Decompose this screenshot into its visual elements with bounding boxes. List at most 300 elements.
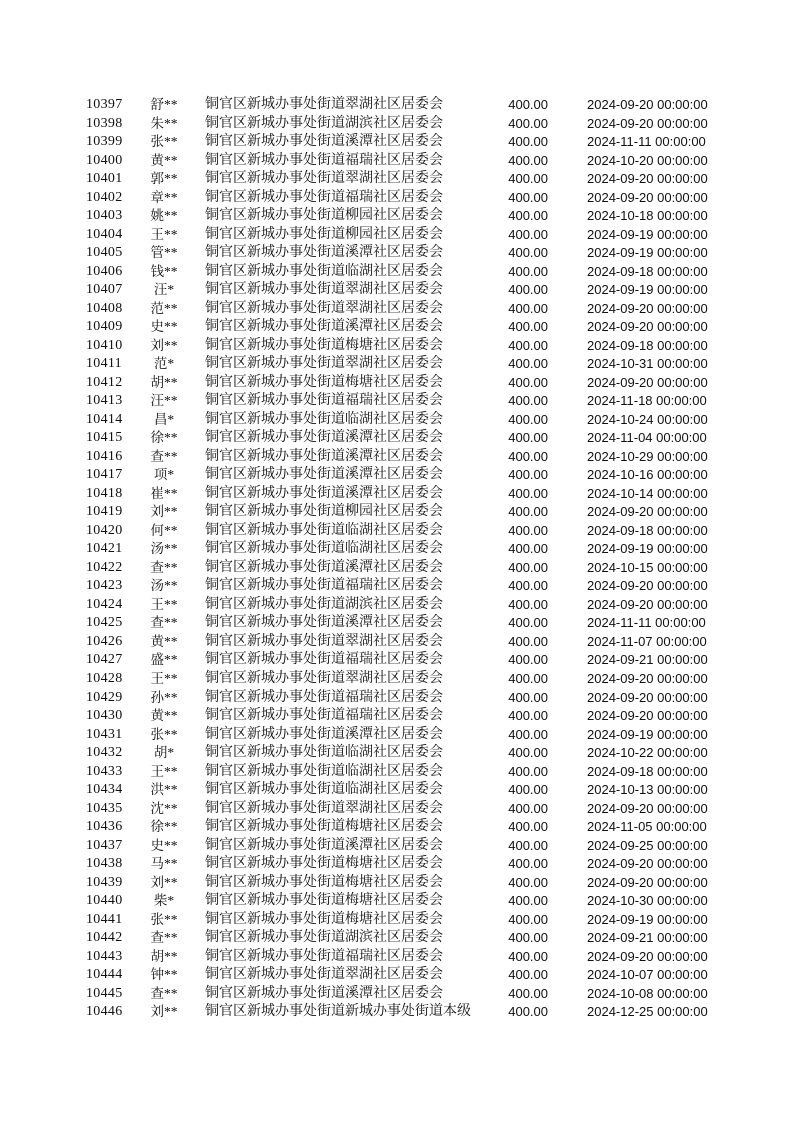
- record-id-cell: 10412: [86, 374, 123, 390]
- amount-cell: 400.00: [508, 208, 548, 224]
- organization-cell: 铜官区新城办事处街道柳园社区居委会: [205, 226, 443, 242]
- table-row: [0, 651, 793, 670]
- payment-time-cell: 2024-09-25 00:00:00: [587, 837, 708, 853]
- masked-name-cell: 汤**: [150, 578, 178, 594]
- amount-cell: 400.00: [508, 282, 548, 298]
- payment-time-cell: 2024-09-18 00:00:00: [587, 337, 708, 353]
- amount-cell: 400.00: [508, 263, 548, 279]
- record-id-cell: 10417: [86, 467, 123, 483]
- record-id-cell: 10432: [86, 745, 123, 761]
- table-row: [0, 855, 793, 874]
- amount-cell: 400.00: [508, 689, 548, 705]
- record-id-cell: 10428: [86, 670, 123, 686]
- record-id-cell: 10425: [86, 615, 123, 631]
- organization-cell: 铜官区新城办事处街道翠湖社区居委会: [205, 670, 443, 686]
- amount-cell: 400.00: [508, 874, 548, 890]
- table-row: [0, 911, 793, 930]
- masked-name-cell: 汤**: [150, 541, 178, 557]
- record-id-cell: 10411: [86, 356, 122, 372]
- table-row: [0, 596, 793, 615]
- record-id-cell: 10403: [86, 208, 123, 224]
- record-id-cell: 10440: [86, 893, 123, 909]
- amount-cell: 400.00: [508, 152, 548, 168]
- payment-time-cell: 2024-11-07 00:00:00: [587, 633, 707, 649]
- organization-cell: 铜官区新城办事处街道福瑞社区居委会: [205, 948, 443, 964]
- table-row: [0, 614, 793, 633]
- amount-cell: 400.00: [508, 522, 548, 538]
- table-row: [0, 189, 793, 208]
- table-row: [0, 689, 793, 708]
- payment-time-cell: 2024-09-19 00:00:00: [587, 726, 708, 742]
- record-id-cell: 10413: [86, 393, 123, 409]
- masked-name-cell: 昌*: [153, 411, 175, 427]
- record-id-cell: 10406: [86, 263, 123, 279]
- organization-cell: 铜官区新城办事处街道福瑞社区居委会: [205, 393, 443, 409]
- payment-time-cell: 2024-10-31 00:00:00: [587, 356, 708, 372]
- organization-cell: 铜官区新城办事处街道翠湖社区居委会: [205, 171, 443, 187]
- table-row: [0, 892, 793, 911]
- payment-time-cell: 2024-10-20 00:00:00: [587, 152, 708, 168]
- masked-name-cell: 查**: [150, 448, 178, 464]
- amount-cell: 400.00: [508, 430, 548, 446]
- table-row: [0, 948, 793, 967]
- payment-time-cell: 2024-10-16 00:00:00: [587, 467, 708, 483]
- organization-cell: 铜官区新城办事处街道溪潭社区居委会: [205, 319, 443, 335]
- table-row: [0, 318, 793, 337]
- table-row: [0, 429, 793, 448]
- record-id-cell: 10422: [86, 559, 123, 575]
- payment-time-cell: 2024-09-18 00:00:00: [587, 763, 708, 779]
- masked-name-cell: 项*: [153, 467, 175, 483]
- organization-cell: 铜官区新城办事处街道溪潭社区居委会: [205, 726, 443, 742]
- masked-name-cell: 盛**: [150, 652, 178, 668]
- masked-name-cell: 马**: [150, 856, 178, 872]
- organization-cell: 铜官区新城办事处街道溪潭社区居委会: [205, 467, 443, 483]
- amount-cell: 400.00: [508, 985, 548, 1001]
- table-row: [0, 577, 793, 596]
- table-row: [0, 763, 793, 782]
- table-row: [0, 411, 793, 430]
- organization-cell: 铜官区新城办事处街道翠湖社区居委会: [205, 800, 443, 816]
- table-row: [0, 559, 793, 578]
- payment-time-cell: 2024-11-04 00:00:00: [587, 430, 707, 446]
- payment-time-cell: 2024-10-08 00:00:00: [587, 985, 708, 1001]
- record-id-cell: 10409: [86, 319, 123, 335]
- table-row: [0, 670, 793, 689]
- record-id-cell: 10398: [86, 115, 123, 131]
- organization-cell: 铜官区新城办事处街道溪潭社区居委会: [205, 245, 443, 261]
- amount-cell: 400.00: [508, 1004, 548, 1020]
- payment-time-cell: 2024-09-20 00:00:00: [587, 374, 708, 390]
- masked-name-cell: 范*: [153, 356, 175, 372]
- table-row: [0, 448, 793, 467]
- record-id-cell: 10444: [86, 967, 123, 983]
- masked-name-cell: 刘**: [150, 874, 178, 890]
- amount-cell: 400.00: [508, 115, 548, 131]
- amount-cell: 400.00: [508, 745, 548, 761]
- record-id-cell: 10415: [86, 430, 123, 446]
- payment-time-cell: 2024-09-20 00:00:00: [587, 319, 708, 335]
- record-id-cell: 10402: [86, 189, 123, 205]
- table-row: [0, 522, 793, 541]
- organization-cell: 铜官区新城办事处街道梅塘社区居委会: [205, 337, 443, 353]
- masked-name-cell: 胡*: [153, 745, 175, 761]
- organization-cell: 铜官区新城办事处街道梅塘社区居委会: [205, 911, 443, 927]
- payment-time-cell: 2024-09-19 00:00:00: [587, 245, 708, 261]
- amount-cell: 400.00: [508, 171, 548, 187]
- amount-cell: 400.00: [508, 393, 548, 409]
- payment-time-cell: 2024-09-20 00:00:00: [587, 171, 708, 187]
- organization-cell: 铜官区新城办事处街道临湖社区居委会: [205, 522, 443, 538]
- payment-time-cell: 2024-09-18 00:00:00: [587, 263, 708, 279]
- masked-name-cell: 黄**: [150, 708, 178, 724]
- table-row: [0, 152, 793, 171]
- table-row: [0, 800, 793, 819]
- masked-name-cell: 何**: [150, 522, 178, 538]
- payment-time-cell: 2024-09-20 00:00:00: [587, 504, 708, 520]
- organization-cell: 铜官区新城办事处街道临湖社区居委会: [205, 263, 443, 279]
- table-row: [0, 540, 793, 559]
- masked-name-cell: 胡**: [150, 374, 178, 390]
- organization-cell: 铜官区新城办事处街道翠湖社区居委会: [205, 356, 443, 372]
- table-row: [0, 485, 793, 504]
- payment-time-cell: 2024-10-14 00:00:00: [587, 485, 708, 501]
- masked-name-cell: 张**: [150, 134, 178, 150]
- table-row: [0, 337, 793, 356]
- amount-cell: 400.00: [508, 782, 548, 798]
- amount-cell: 400.00: [508, 226, 548, 242]
- record-id-cell: 10430: [86, 708, 123, 724]
- table-row: [0, 466, 793, 485]
- masked-name-cell: 徐**: [150, 819, 178, 835]
- payment-time-cell: 2024-10-22 00:00:00: [587, 745, 708, 761]
- record-id-cell: 10433: [86, 763, 123, 779]
- payment-time-cell: 2024-09-20 00:00:00: [587, 578, 708, 594]
- payment-time-cell: 2024-09-20 00:00:00: [587, 189, 708, 205]
- organization-cell: 铜官区新城办事处街道福瑞社区居委会: [205, 152, 443, 168]
- amount-cell: 400.00: [508, 615, 548, 631]
- record-id-cell: 10419: [86, 504, 123, 520]
- organization-cell: 铜官区新城办事处街道福瑞社区居委会: [205, 689, 443, 705]
- payment-time-cell: 2024-11-11 00:00:00: [587, 134, 706, 150]
- record-id-cell: 10445: [86, 985, 123, 1001]
- record-id-cell: 10443: [86, 948, 123, 964]
- amount-cell: 400.00: [508, 911, 548, 927]
- masked-name-cell: 胡**: [150, 948, 178, 964]
- payment-time-cell: 2024-09-20 00:00:00: [587, 948, 708, 964]
- amount-cell: 400.00: [508, 726, 548, 742]
- table-row: [0, 263, 793, 282]
- amount-cell: 400.00: [508, 596, 548, 612]
- amount-cell: 400.00: [508, 504, 548, 520]
- record-id-cell: 10418: [86, 485, 123, 501]
- amount-cell: 400.00: [508, 467, 548, 483]
- organization-cell: 铜官区新城办事处街道翠湖社区居委会: [205, 282, 443, 298]
- amount-cell: 400.00: [508, 708, 548, 724]
- amount-cell: 400.00: [508, 559, 548, 575]
- masked-name-cell: 舒**: [150, 97, 178, 112]
- organization-cell: 铜官区新城办事处街道溪潭社区居委会: [205, 134, 443, 150]
- payment-time-cell: 2024-11-11 00:00:00: [587, 615, 706, 631]
- masked-name-cell: 王**: [150, 596, 178, 612]
- payment-time-cell: 2024-10-13 00:00:00: [587, 782, 708, 798]
- payment-time-cell: 2024-09-21 00:00:00: [587, 930, 708, 946]
- masked-name-cell: 黄**: [150, 633, 178, 649]
- payment-time-cell: 2024-09-20 00:00:00: [587, 708, 708, 724]
- organization-cell: 铜官区新城办事处街道梅塘社区居委会: [205, 374, 443, 390]
- organization-cell: 铜官区新城办事处街道溪潭社区居委会: [205, 837, 443, 853]
- payment-time-cell: 2024-10-24 00:00:00: [587, 411, 708, 427]
- record-id-cell: 10424: [86, 596, 123, 612]
- record-id-cell: 10429: [86, 689, 123, 705]
- amount-cell: 400.00: [508, 652, 548, 668]
- amount-cell: 400.00: [508, 541, 548, 557]
- masked-name-cell: 刘**: [150, 337, 178, 353]
- organization-cell: 铜官区新城办事处街道翠湖社区居委会: [205, 967, 443, 983]
- amount-cell: 400.00: [508, 837, 548, 853]
- record-id-cell: 10446: [86, 1004, 123, 1020]
- organization-cell: 铜官区新城办事处街道临湖社区居委会: [205, 745, 443, 761]
- organization-cell: 铜官区新城办事处街道翠湖社区居委会: [205, 97, 443, 112]
- masked-name-cell: 章**: [150, 189, 178, 205]
- masked-name-cell: 孙**: [150, 689, 178, 705]
- payment-time-cell: 2024-09-19 00:00:00: [587, 541, 708, 557]
- amount-cell: 400.00: [508, 97, 548, 112]
- payment-time-cell: 2024-09-20 00:00:00: [587, 689, 708, 705]
- table-row: [0, 392, 793, 411]
- masked-name-cell: 刘**: [150, 1004, 178, 1020]
- payment-time-cell: 2024-11-05 00:00:00: [587, 819, 707, 835]
- amount-cell: 400.00: [508, 448, 548, 464]
- masked-name-cell: 张**: [150, 726, 178, 742]
- record-id-cell: 10416: [86, 448, 123, 464]
- amount-cell: 400.00: [508, 578, 548, 594]
- amount-cell: 400.00: [508, 356, 548, 372]
- record-id-cell: 10401: [86, 171, 123, 187]
- table-row: [0, 781, 793, 800]
- table-row: [0, 985, 793, 1004]
- amount-cell: 400.00: [508, 411, 548, 427]
- organization-cell: 铜官区新城办事处街道溪潭社区居委会: [205, 448, 443, 464]
- amount-cell: 400.00: [508, 337, 548, 353]
- masked-name-cell: 朱**: [150, 115, 178, 131]
- masked-name-cell: 查**: [150, 559, 178, 575]
- masked-name-cell: 查**: [150, 930, 178, 946]
- masked-name-cell: 沈**: [150, 800, 178, 816]
- organization-cell: 铜官区新城办事处街道福瑞社区居委会: [205, 189, 443, 205]
- record-id-cell: 10426: [86, 633, 123, 649]
- table-row: [0, 874, 793, 893]
- record-id-cell: 10438: [86, 856, 123, 872]
- payment-time-cell: 2024-09-20 00:00:00: [587, 670, 708, 686]
- payment-time-cell: 2024-10-29 00:00:00: [587, 448, 708, 464]
- masked-name-cell: 洪**: [150, 782, 178, 798]
- organization-cell: 铜官区新城办事处街道湖滨社区居委会: [205, 596, 443, 612]
- payment-time-cell: 2024-09-19 00:00:00: [587, 282, 708, 298]
- payment-time-cell: 2024-10-15 00:00:00: [587, 559, 708, 575]
- table-row: [0, 374, 793, 393]
- record-id-cell: 10405: [86, 245, 123, 261]
- masked-name-cell: 史**: [150, 837, 178, 853]
- organization-cell: 铜官区新城办事处街道临湖社区居委会: [205, 782, 443, 798]
- masked-name-cell: 查**: [150, 985, 178, 1001]
- table-row: [0, 633, 793, 652]
- payment-time-cell: 2024-09-20 00:00:00: [587, 115, 708, 131]
- table-row: [0, 207, 793, 226]
- table-row: [0, 244, 793, 263]
- organization-cell: 铜官区新城办事处街道湖滨社区居委会: [205, 115, 443, 131]
- record-id-cell: 10423: [86, 578, 123, 594]
- table-row: [0, 133, 793, 152]
- record-id-cell: 10441: [86, 911, 123, 927]
- record-id-cell: 10399: [86, 134, 123, 150]
- amount-cell: 400.00: [508, 300, 548, 316]
- payment-time-cell: 2024-10-30 00:00:00: [587, 893, 708, 909]
- record-id-cell: 10397: [86, 97, 123, 112]
- table-row: [0, 966, 793, 985]
- record-id-cell: 10437: [86, 837, 123, 853]
- payment-time-cell: 2024-09-20 00:00:00: [587, 300, 708, 316]
- organization-cell: 铜官区新城办事处街道翠湖社区居委会: [205, 300, 443, 316]
- record-id-cell: 10420: [86, 522, 123, 538]
- masked-name-cell: 查**: [150, 615, 178, 631]
- payment-time-cell: 2024-09-20 00:00:00: [587, 874, 708, 890]
- table-row: [0, 1003, 793, 1022]
- payment-time-cell: 2024-09-20 00:00:00: [587, 800, 708, 816]
- masked-name-cell: 王**: [150, 670, 178, 686]
- record-id-cell: 10408: [86, 300, 123, 316]
- organization-cell: 铜官区新城办事处街道溪潭社区居委会: [205, 485, 443, 501]
- amount-cell: 400.00: [508, 930, 548, 946]
- record-id-cell: 10436: [86, 819, 123, 835]
- payment-time-cell: 2024-09-19 00:00:00: [587, 226, 708, 242]
- amount-cell: 400.00: [508, 819, 548, 835]
- masked-name-cell: 汪*: [153, 282, 175, 298]
- table-row: [0, 355, 793, 374]
- table-row: [0, 929, 793, 948]
- record-id-cell: 10410: [86, 337, 123, 353]
- table-row: [0, 281, 793, 300]
- organization-cell: 铜官区新城办事处街道临湖社区居委会: [205, 763, 443, 779]
- record-id-cell: 10442: [86, 930, 123, 946]
- amount-cell: 400.00: [508, 633, 548, 649]
- payment-time-cell: 2024-10-18 00:00:00: [587, 208, 708, 224]
- payment-time-cell: 2024-09-20 00:00:00: [587, 856, 708, 872]
- masked-name-cell: 郭**: [150, 171, 178, 187]
- table-row: [0, 726, 793, 745]
- payments-table: [0, 96, 793, 1022]
- amount-cell: 400.00: [508, 319, 548, 335]
- masked-name-cell: 黄**: [150, 152, 178, 168]
- amount-cell: 400.00: [508, 763, 548, 779]
- masked-name-cell: 王**: [150, 226, 178, 242]
- amount-cell: 400.00: [508, 948, 548, 964]
- record-id-cell: 10435: [86, 800, 123, 816]
- masked-name-cell: 刘**: [150, 504, 178, 520]
- organization-cell: 铜官区新城办事处街道梅塘社区居委会: [205, 874, 443, 890]
- organization-cell: 铜官区新城办事处街道柳园社区居委会: [205, 208, 443, 224]
- record-id-cell: 10439: [86, 874, 123, 890]
- amount-cell: 400.00: [508, 967, 548, 983]
- organization-cell: 铜官区新城办事处街道溪潭社区居委会: [205, 430, 443, 446]
- organization-cell: 铜官区新城办事处街道梅塘社区居委会: [205, 819, 443, 835]
- amount-cell: 400.00: [508, 374, 548, 390]
- amount-cell: 400.00: [508, 856, 548, 872]
- payment-time-cell: 2024-09-20 00:00:00: [587, 596, 708, 612]
- payment-time-cell: 2024-09-21 00:00:00: [587, 652, 708, 668]
- organization-cell: 铜官区新城办事处街道湖滨社区居委会: [205, 930, 443, 946]
- table-row: [0, 115, 793, 134]
- organization-cell: 铜官区新城办事处街道福瑞社区居委会: [205, 708, 443, 724]
- masked-name-cell: 汪**: [150, 393, 178, 409]
- record-id-cell: 10414: [86, 411, 123, 427]
- payment-time-cell: 2024-09-20 00:00:00: [587, 97, 708, 112]
- masked-name-cell: 柴*: [153, 893, 175, 909]
- record-id-cell: 10434: [86, 782, 123, 798]
- amount-cell: 400.00: [508, 800, 548, 816]
- table-row: [0, 96, 793, 115]
- amount-cell: 400.00: [508, 189, 548, 205]
- masked-name-cell: 崔**: [150, 485, 178, 501]
- payment-time-cell: 2024-10-07 00:00:00: [587, 967, 708, 983]
- organization-cell: 铜官区新城办事处街道新城办事处街道本级: [205, 1004, 471, 1020]
- organization-cell: 铜官区新城办事处街道临湖社区居委会: [205, 541, 443, 557]
- table-row: [0, 744, 793, 763]
- payment-time-cell: 2024-09-18 00:00:00: [587, 522, 708, 538]
- table-row: [0, 818, 793, 837]
- masked-name-cell: 徐**: [150, 430, 178, 446]
- amount-cell: 400.00: [508, 245, 548, 261]
- record-id-cell: 10400: [86, 152, 123, 168]
- organization-cell: 铜官区新城办事处街道福瑞社区居委会: [205, 652, 443, 668]
- masked-name-cell: 姚**: [150, 208, 178, 224]
- organization-cell: 铜官区新城办事处街道临湖社区居委会: [205, 411, 443, 427]
- organization-cell: 铜官区新城办事处街道溪潭社区居委会: [205, 615, 443, 631]
- organization-cell: 铜官区新城办事处街道溪潭社区居委会: [205, 985, 443, 1001]
- payment-time-cell: 2024-09-19 00:00:00: [587, 911, 708, 927]
- organization-cell: 铜官区新城办事处街道福瑞社区居委会: [205, 578, 443, 594]
- masked-name-cell: 钱**: [150, 263, 178, 279]
- masked-name-cell: 钟**: [150, 967, 178, 983]
- organization-cell: 铜官区新城办事处街道梅塘社区居委会: [205, 856, 443, 872]
- masked-name-cell: 范**: [150, 300, 178, 316]
- record-id-cell: 10431: [86, 726, 123, 742]
- table-row: [0, 503, 793, 522]
- organization-cell: 铜官区新城办事处街道溪潭社区居委会: [205, 559, 443, 575]
- masked-name-cell: 史**: [150, 319, 178, 335]
- amount-cell: 400.00: [508, 134, 548, 150]
- amount-cell: 400.00: [508, 670, 548, 686]
- table-row: [0, 300, 793, 319]
- organization-cell: 铜官区新城办事处街道翠湖社区居委会: [205, 633, 443, 649]
- masked-name-cell: 张**: [150, 911, 178, 927]
- payment-time-cell: 2024-12-25 00:00:00: [587, 1004, 708, 1020]
- amount-cell: 400.00: [508, 485, 548, 501]
- masked-name-cell: 管**: [150, 245, 178, 261]
- organization-cell: 铜官区新城办事处街道柳园社区居委会: [205, 504, 443, 520]
- table-row: [0, 170, 793, 189]
- table-row: [0, 707, 793, 726]
- table-row: [0, 837, 793, 856]
- record-id-cell: 10421: [86, 541, 123, 557]
- record-id-cell: 10427: [86, 652, 123, 668]
- record-id-cell: 10404: [86, 226, 123, 242]
- masked-name-cell: 王**: [150, 763, 178, 779]
- amount-cell: 400.00: [508, 893, 548, 909]
- table-row: [0, 226, 793, 245]
- payment-time-cell: 2024-11-18 00:00:00: [587, 393, 707, 409]
- organization-cell: 铜官区新城办事处街道梅塘社区居委会: [205, 893, 443, 909]
